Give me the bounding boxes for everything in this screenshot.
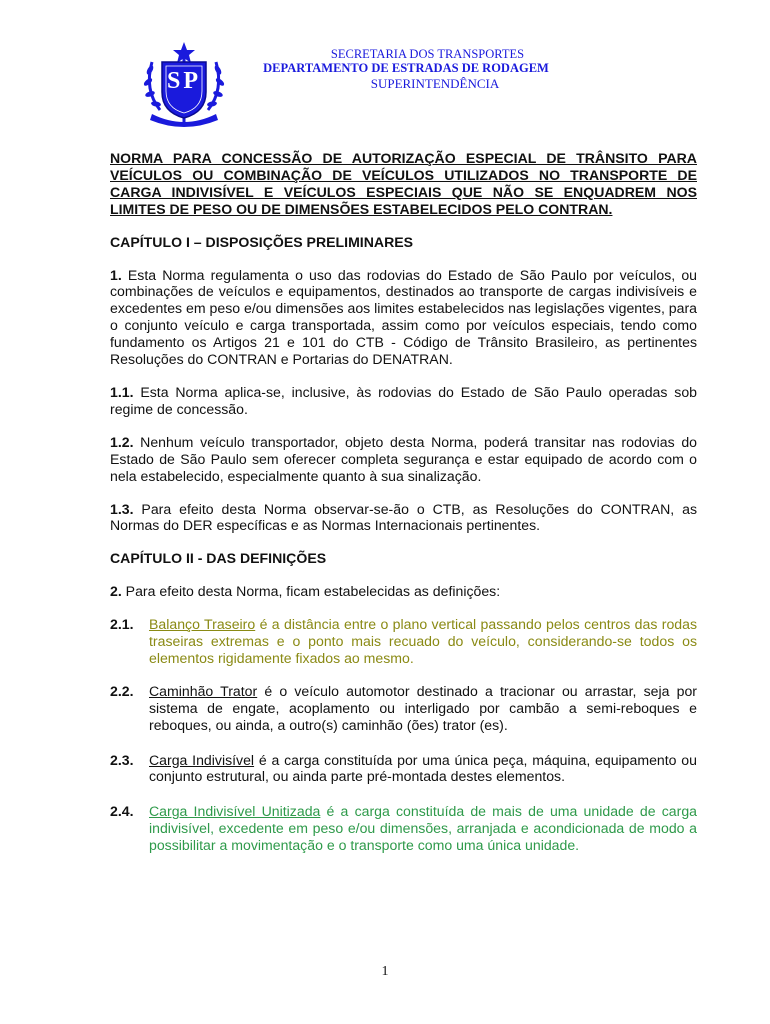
paragraph-text: Esta Norma aplica-se, inclusive, às rodovias do Estado de São Paulo operadas sob regime de concessão. [110, 383, 697, 417]
definition-number: 2.4. [110, 803, 134, 820]
definition-body: é o veículo automotor destinado a tracionar ou arrastar, seja por sistema de engate, acoplamento ou interligado por cambão a semi-reboques e reboques, ou ainda, a outro(s) caminhão (ões) trator (es). [149, 682, 697, 733]
definition-2-2 [110, 683, 697, 734]
paragraph-number: 2. [110, 583, 122, 600]
header-secretariat: SECRETARIA DOS TRANSPORTES [330, 47, 525, 61]
definition-number: 2.2. [110, 682, 134, 699]
paragraph-number: 1. [110, 266, 122, 283]
paragraph-2 [110, 583, 697, 600]
header-department: DEPARTAMENTO DE ESTRADAS DE RODAGEM [263, 61, 549, 75]
definition-2-4 [110, 803, 697, 854]
paragraph-1 [110, 267, 697, 368]
definition-term: Balanço Traseiro [149, 616, 256, 633]
chapter-1-heading: CAPÍTULO I – DISPOSIÇÕES PRELIMINARES [110, 233, 414, 250]
paragraph-text: Para efeito desta Norma, ficam estabelecidas as definições: [121, 583, 501, 600]
paragraph-1-2 [110, 434, 697, 485]
definition-term: Carga Indivisível [149, 751, 255, 768]
chapter-2-heading: CAPÍTULO II - DAS DEFINIÇÕES [110, 550, 327, 567]
definition-body: é a distância entre o plano vertical passando pelos centros das rodas traseiras extremas e o ponto mais recuado do veículo, considerando-se todos os elementos rigidamente fixados ao mesmo. [149, 616, 698, 666]
definition-2-3 [110, 752, 697, 786]
paragraph-number: 1.2. [110, 433, 134, 450]
definition-text [149, 803, 697, 854]
definition-term: Carga Indivisível Unitizada [149, 803, 321, 820]
definition-text [149, 616, 697, 667]
definition-text [149, 752, 697, 786]
definition-2-1 [110, 616, 697, 667]
paragraph-1-3 [110, 501, 697, 535]
paragraph-number: 1.3. [110, 500, 134, 517]
header-superintendence: SUPERINTENDÊNCIA [370, 76, 500, 91]
definition-number: 2.3. [110, 751, 134, 768]
paragraph-text: Esta Norma regulamenta o uso das rodovias do Estado de São Paulo por veículos, ou combinações de veículos e equipamentos, destinados ao transporte de cargas indivisíveis e excedentes em peso e/ou dimensões aos limites estabelecidos nas legislações vigentes, para o conjunto veículo e carga transportada, assim como por veículos especiais, tendo como fundamento os Artigos 21 e 101 do CTB - Código de Trânsito Brasileiro, as pertinentes Resoluções do CONTRAN e Portarias do DENATRAN. [110, 266, 697, 368]
paragraph-number: 1.1. [110, 383, 134, 400]
paragraph-1-1 [110, 384, 697, 418]
definition-body: é a carga constituída de mais de uma unidade de carga indivisível, excedente em peso e/ou dimensões, arranjada e acondicionada de modo a possibilitar a movimentação e o transporte como uma única unidade. [149, 803, 697, 854]
definition-number: 2.1. [110, 616, 134, 633]
document-title: NORMA PARA CONCESSÃO DE AUTORIZAÇÃO ESPECIAL DE TRÂNSITO PARA VEÍCULOS OU COMBINAÇÃO DE VEÍCULOS UTILIZADOS NO TRANSPORTE DE CARGA INDIVISÍVEL E VEÍCULOS ESPECIAIS QUE NÃO SE ENQUADREM NOS LIMITES DE PESO OU DE DIMENSÕES ESTABELECIDOS PELO CONTRAN. [110, 150, 697, 217]
definition-text [149, 683, 697, 734]
definition-body: é a carga constituída por uma única peça, máquina, equipamento ou conjunto estrutural, ou ainda parte pré-montada destes elementos. [149, 751, 697, 785]
page-number: 1 [381, 964, 389, 979]
paragraph-text: Nenhum veículo transportador, objeto desta Norma, poderá transitar nas rodovias do Estado de São Paulo sem oferecer completa segurança e estar equipado de acordo com o nela estabelecido, especialmente quanto à sua sinalização. [110, 433, 697, 484]
coat-of-arms-logo [138, 40, 230, 130]
document-body [110, 150, 697, 854]
paragraph-text: Para efeito desta Norma observar-se-ão o CTB, as Resoluções do CONTRAN, as Normas do DER específicas e as Normas Internacionais pertinentes. [110, 500, 697, 534]
logo-lettering: SP [166, 68, 201, 94]
definition-term: Caminhão Trator [149, 682, 258, 699]
